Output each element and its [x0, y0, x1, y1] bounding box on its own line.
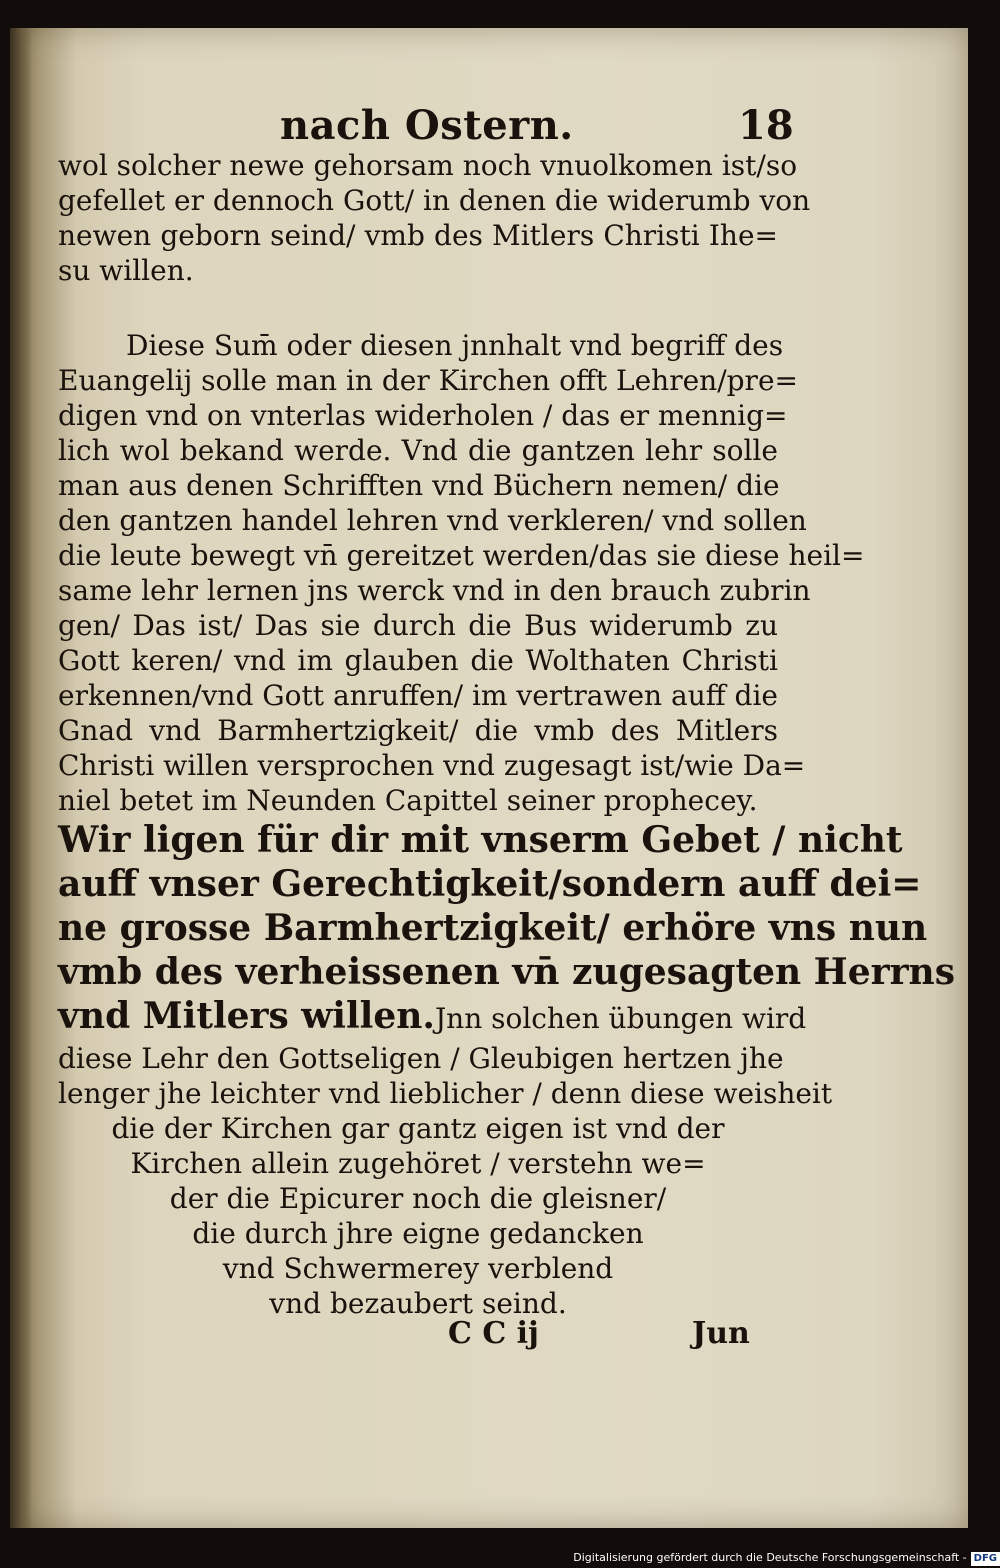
paragraph-2 [58, 328, 865, 818]
page-gutter-shadow [10, 28, 32, 1528]
text-line: digen vnd on vnterlas widerholen / das er mennig= [58, 399, 788, 432]
text-continuation: Jnn solchen übungen wird [434, 1002, 807, 1035]
text-line: vnd Schwermerey verblend [222, 1252, 614, 1285]
signature-mark: C C ij [448, 1316, 539, 1351]
digitization-credit [560, 1548, 1000, 1568]
text-line: same lehr lernen jns werck vnd in den brauch zubrin [58, 574, 811, 607]
text-line: der die Epicurer noch die gleisner/ [169, 1182, 667, 1215]
text-line: wol solcher newe gehorsam noch vnuolkomen ist/so [58, 149, 798, 182]
quotation-line: vmb des verheissenen vn̄ zugesagten Herrns [58, 951, 955, 993]
text-line: erkennen/vnd Gott anruffen/ im vertrawen auff die [58, 679, 778, 712]
text-line: su willen. [58, 254, 194, 287]
text-line: Euangelij solle man in der Kirchen offt Lehren/pre= [58, 364, 798, 397]
page-footer-marks [10, 1316, 968, 1356]
book-page [10, 28, 968, 1528]
text-line: vnd bezaubert seind. [269, 1287, 567, 1320]
credit-text: Digitalisierung gefördert durch die Deutsche Forschungsgemeinschaft - [573, 1551, 967, 1564]
running-head: nach Ostern. [280, 102, 574, 149]
text-line: man aus denen Schrifften vnd Büchern nemen/ die [58, 469, 780, 502]
text-line: Gnad vnd Barmhertzigkeit/ die vmb des Mitlers [58, 714, 778, 747]
text-line: newen geborn seind/ vmb des Mitlers Christi Ihe= [58, 219, 778, 252]
quotation-line: ne grosse Barmhertzigkeit/ erhöre vns nun [58, 907, 928, 949]
quotation-end: vnd Mitlers willen. [58, 995, 435, 1037]
text-line: Diese Sum̄ oder diesen jnnhalt vnd begriff des [126, 329, 784, 362]
quotation-block [58, 818, 955, 1041]
text-line: diese Lehr den Gottseligen / Gleubigen hertzen jhe [58, 1042, 784, 1075]
catchword: Jun [692, 1316, 750, 1351]
quotation-line: Wir ligen für dir mit vnserm Gebet / nicht [58, 819, 903, 861]
page-header [10, 78, 968, 148]
tapered-paragraph-end [58, 1111, 778, 1321]
text-line: die der Kirchen gar gantz eigen ist vnd der [111, 1112, 725, 1145]
paragraph-4 [58, 1041, 833, 1111]
text-line: Gott keren/ vnd im glauben die Wolthaten Christi [58, 644, 778, 677]
folio-number: 18 [738, 102, 794, 149]
quotation-line: auff vnser Gerechtigkeit/sondern auff dei= [58, 863, 922, 905]
body-text [58, 148, 955, 1321]
text-line: niel betet im Neunden Capittel seiner prophecey. [58, 784, 758, 817]
text-line [58, 994, 807, 1041]
text-line: den gantzen handel lehren vnd verkleren/ vnd sollen [58, 504, 807, 537]
text-line: die durch jhre eigne gedancken [192, 1217, 644, 1250]
text-line: Christi willen versprochen vnd zugesagt ist/wie Da= [58, 749, 806, 782]
dfg-logo: DFG [971, 1552, 1000, 1566]
text-line: gefellet er dennoch Gott/ in denen die widerumb von [58, 184, 811, 217]
paragraph-1 [58, 148, 811, 288]
text-line: lenger jhe leichter vnd lieblicher / denn diese weisheit [58, 1077, 833, 1110]
text-line: lich wol bekand werde. Vnd die gantzen lehr solle [58, 434, 778, 467]
text-line: die leute bewegt vn̄ gereitzet werden/das sie diese heil= [58, 539, 865, 572]
text-line: Kirchen allein zugehöret / verstehn we= [130, 1147, 706, 1180]
text-line: gen/ Das ist/ Das sie durch die Bus widerumb zu [58, 609, 778, 642]
